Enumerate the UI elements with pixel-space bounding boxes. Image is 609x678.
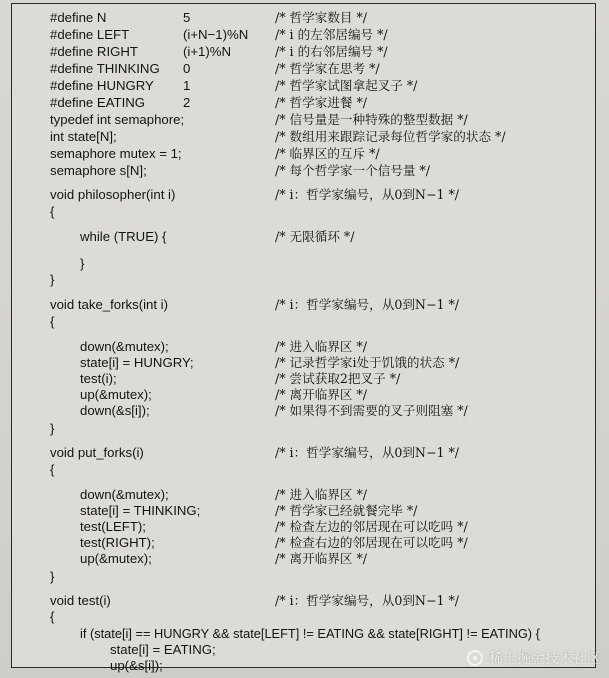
code-test-signature: void test(i) bbox=[50, 593, 111, 608]
code-define-thinking: #define THINKING bbox=[50, 61, 160, 76]
comment-take-forks-line-2: /* 记录哲学家i处于饥饿的状态 */ bbox=[275, 355, 460, 370]
code-define-n: #define N bbox=[50, 10, 107, 25]
value-define-right: (i+1)%N bbox=[183, 44, 231, 59]
comment-put-forks-line-4: /* 检查右边的邻居现在可以吃吗 */ bbox=[275, 535, 468, 550]
code-take-forks-line-1: down(&mutex); bbox=[80, 339, 169, 354]
code-define-eating: #define EATING bbox=[50, 95, 146, 110]
code-put-forks-line-4: test(RIGHT); bbox=[80, 535, 155, 550]
code-put-forks-line-5: up(&mutex); bbox=[80, 551, 152, 566]
comment-test-signature: /* i：哲学家编号，从0到N−1 */ bbox=[275, 593, 460, 608]
comment-put-forks-line-5: /* 离开临界区 */ bbox=[275, 551, 368, 566]
code-take-forks-open-brace: { bbox=[50, 314, 55, 329]
code-state-array: int state[N]; bbox=[50, 129, 117, 144]
code-put-forks-close-brace: } bbox=[50, 569, 55, 584]
comment-take-forks-line-5: /* 如果得不到需要的叉子则阻塞 */ bbox=[275, 403, 468, 418]
code-put-forks-signature: void put_forks(i) bbox=[50, 445, 144, 460]
comment-philosopher-signature: /* i：哲学家编号，从0到N−1 */ bbox=[275, 187, 460, 202]
code-define-left: #define LEFT bbox=[50, 27, 130, 42]
code-take-forks-line-3: test(i); bbox=[80, 371, 117, 386]
value-define-eating: 2 bbox=[183, 95, 191, 110]
comment-take-forks-line-3: /* 尝试获取2把叉子 */ bbox=[275, 371, 401, 386]
code-test-body-2: up(&s[i]); bbox=[110, 658, 163, 673]
comment-mutex: /* 临界区的互斥 */ bbox=[275, 146, 380, 161]
code-take-forks-close-brace: } bbox=[50, 421, 55, 436]
code-mutex: semaphore mutex = 1; bbox=[50, 146, 182, 161]
code-take-forks-line-4: up(&mutex); bbox=[80, 387, 152, 402]
comment-put-forks-line-2: /* 哲学家已经就餐完毕 */ bbox=[275, 503, 418, 518]
value-define-left: (i+N−1)%N bbox=[183, 27, 249, 42]
watermark-text: 稀土掘金技术社区 bbox=[489, 651, 601, 667]
code-sem-array: semaphore s[N]; bbox=[50, 163, 147, 178]
comment-state-array: /* 数组用来跟踪记录每位哲学家的状态 */ bbox=[275, 129, 506, 144]
code-test-body-1: state[i] = EATING; bbox=[110, 642, 216, 657]
comment-while-loop: /* 无限循环 */ bbox=[275, 229, 355, 244]
code-while-loop: while (TRUE) { bbox=[80, 229, 167, 244]
comment-take-forks-line-1: /* 进入临界区 */ bbox=[275, 339, 368, 354]
site-watermark bbox=[467, 648, 601, 668]
comment-sem-array: /* 每个哲学家一个信号量 */ bbox=[275, 163, 431, 178]
value-define-hungry: 1 bbox=[183, 78, 191, 93]
code-take-forks-line-2: state[i] = HUNGRY; bbox=[80, 355, 194, 370]
code-test-if-condition: if (state[i] == HUNGRY && state[LEFT] != EATING && state[RIGHT] != EATING) { bbox=[80, 626, 540, 641]
code-take-forks-line-5: down(&s[i]); bbox=[80, 403, 150, 418]
code-put-forks-line-2: state[i] = THINKING; bbox=[80, 503, 201, 518]
code-define-right: #define RIGHT bbox=[50, 44, 138, 59]
code-philosopher-open-brace: { bbox=[50, 204, 55, 219]
comment-define-thinking: /* 哲学家在思考 */ bbox=[275, 61, 380, 76]
code-take-forks-signature: void take_forks(int i) bbox=[50, 297, 168, 312]
comment-take-forks-signature: /* i：哲学家编号，从0到N−1 */ bbox=[275, 297, 460, 312]
value-define-n: 5 bbox=[183, 10, 191, 25]
code-put-forks-line-3: test(LEFT); bbox=[80, 519, 146, 534]
comment-put-forks-line-1: /* 进入临界区 */ bbox=[275, 487, 368, 502]
code-put-forks-line-1: down(&mutex); bbox=[80, 487, 169, 502]
code-philosopher-close-brace: } bbox=[50, 272, 55, 287]
code-while-close-brace: } bbox=[80, 256, 85, 271]
comment-define-hungry: /* 哲学家试图拿起叉子 */ bbox=[275, 78, 418, 93]
comment-define-eating: /* 哲学家进餐 */ bbox=[275, 95, 368, 110]
comment-take-forks-line-4: /* 离开临界区 */ bbox=[275, 387, 368, 402]
code-put-forks-open-brace: { bbox=[50, 462, 55, 477]
comment-put-forks-signature: /* i：哲学家编号，从0到N−1 */ bbox=[275, 445, 460, 460]
comment-define-right: /* i 的右邻居编号 */ bbox=[275, 44, 388, 59]
comment-define-n: /* 哲学家数目 */ bbox=[275, 10, 368, 25]
code-test-open-brace: { bbox=[50, 609, 55, 624]
comment-put-forks-line-3: /* 检查左边的邻居现在可以吃吗 */ bbox=[275, 519, 468, 534]
code-define-hungry: #define HUNGRY bbox=[50, 78, 154, 93]
value-define-thinking: 0 bbox=[183, 61, 191, 76]
comment-typedef: /* 信号量是一种特殊的整型数据 */ bbox=[275, 112, 468, 127]
code-philosopher-signature: void philosopher(int i) bbox=[50, 187, 176, 202]
code-typedef: typedef int semaphore; bbox=[50, 112, 185, 127]
comment-define-left: /* i 的左邻居编号 */ bbox=[275, 27, 388, 42]
watermark-logo-icon bbox=[467, 650, 483, 666]
